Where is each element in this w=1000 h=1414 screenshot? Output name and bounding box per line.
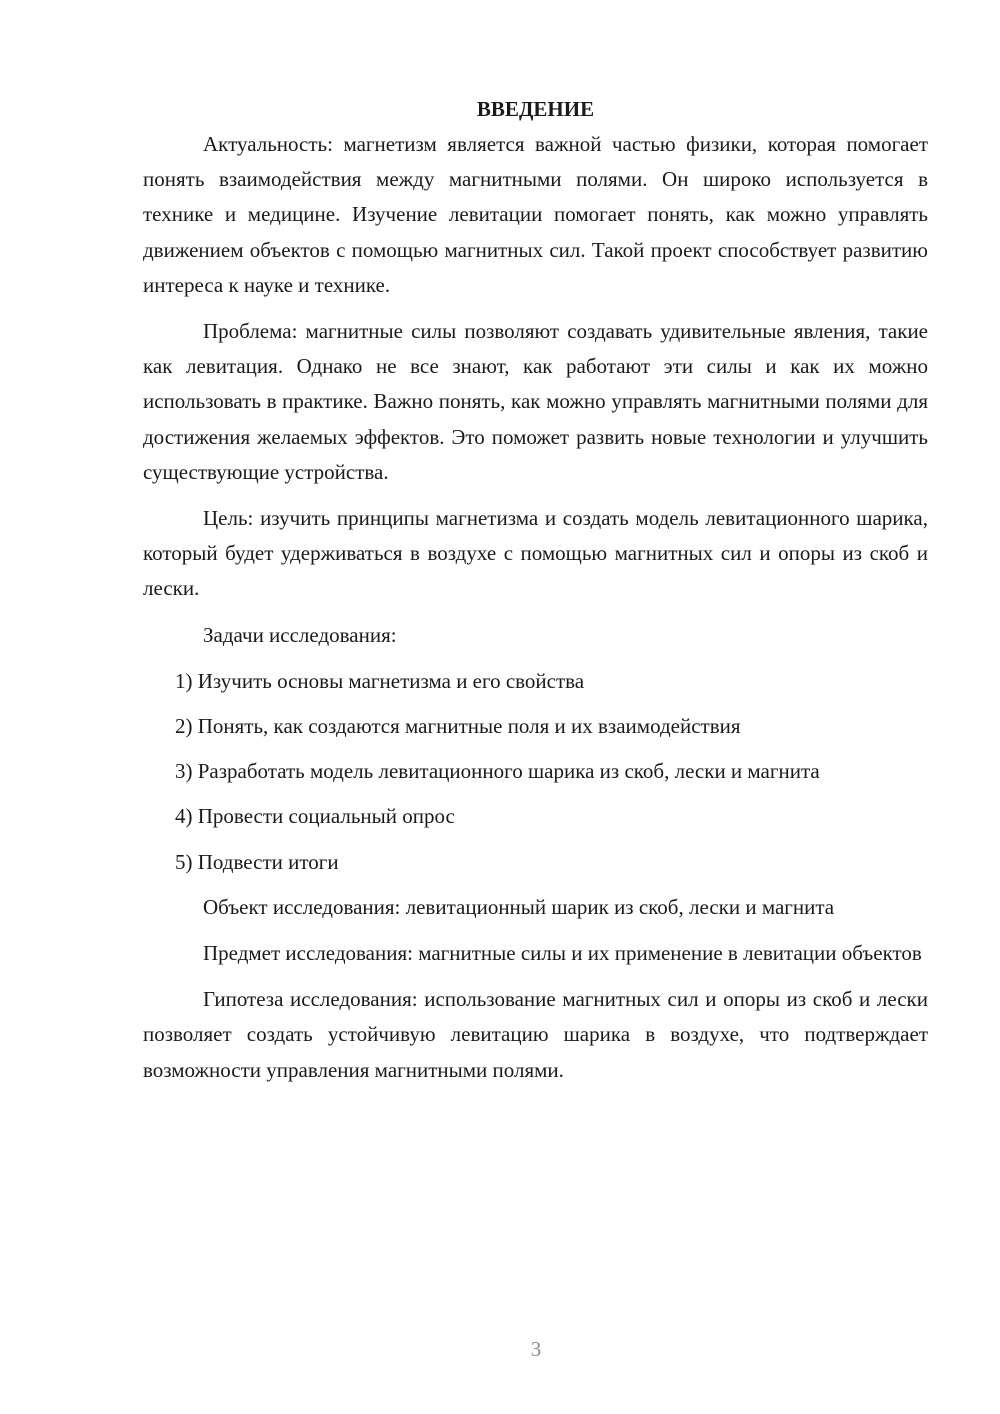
task-item-5: 5) Подвести итоги — [175, 849, 339, 874]
paragraph-hypothesis: Гипотеза исследования: использование магнитных сил и опоры из скоб и лески позволяет создать устойчивую левитацию шарика в воздухе, что подтверждает возможности управления магнитными полями. — [143, 987, 928, 1082]
paragraph-object: Объект исследования: левитационный шарик из скоб, лески и магнита — [203, 894, 835, 919]
paragraph-goal: Цель: изучить принципы магнетизма и создать модель левитационного шарика, который будет удерживаться в воздухе с помощью магнитных сил и опоры из скоб и лески. — [143, 506, 928, 601]
page-number: 3 — [530, 1337, 542, 1361]
task-item-2: 2) Понять, как создаются магнитные поля и их взаимодействия — [175, 714, 741, 739]
paragraph-problem: Проблема: магнитные силы позволяют создавать удивительные явления, такие как левитация. Однако не все знают, как работают эти силы и как их можно использовать в практике. Важно понять, как можно управлять магнитными полями для достижения желаемых эффектов. Это поможет развить новые технологии и улучшить существующие устройства. — [143, 319, 928, 484]
task-item-3: 3) Разработать модель левитационного шарика из скоб, лески и магнита — [175, 759, 820, 784]
paragraph-subject: Предмет исследования: магнитные силы и их применение в левитации объектов — [203, 941, 922, 966]
paragraph-tasks-heading: Задачи исследования: — [203, 622, 397, 647]
document-page — [143, 92, 928, 1099]
section-title: ВВЕДЕНИЕ — [476, 97, 595, 121]
paragraph-relevance: Актуальность: магнетизм является важной частью физики, которая помогает понять взаимодействия между магнитными полями. Он широко используется в технике и медицине. Изучение левитации помогает понять, как можно управлять движением объектов с помощью магнитных сил. Такой проект способствует развитию интереса к науке и технике. — [143, 132, 928, 297]
task-item-4: 4) Провести социальный опрос — [175, 804, 455, 829]
task-item-1: 1) Изучить основы магнетизма и его свойства — [175, 668, 585, 693]
